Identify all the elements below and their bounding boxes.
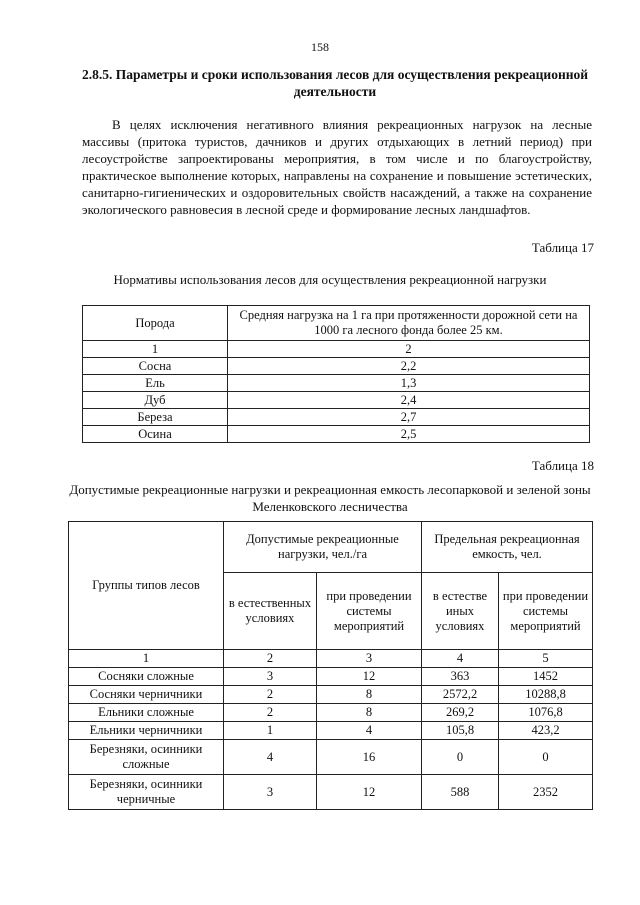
- table-cell: Ельники сложные: [69, 704, 224, 722]
- sub-header-cell: в естестве иных условиях: [422, 573, 499, 650]
- table-cell: 0: [499, 740, 593, 775]
- table-cell: Березняки, осинники сложные: [69, 740, 224, 775]
- table-cell: 1: [69, 650, 224, 668]
- table-cell: 1076,8: [499, 704, 593, 722]
- recreation-capacity-table: [68, 521, 593, 810]
- table-cell: 1: [224, 722, 317, 740]
- table-row: [69, 722, 593, 740]
- table-cell: 8: [317, 704, 422, 722]
- table-cell: 2: [228, 341, 590, 358]
- table-cell: 1452: [499, 668, 593, 686]
- table17-caption: Нормативы использования лесов для осуществления рекреационной нагрузки: [113, 272, 547, 287]
- table-cell: Ельники черничники: [69, 722, 224, 740]
- table-cell: 3: [317, 650, 422, 668]
- table-cell: 12: [317, 775, 422, 810]
- table-row: [69, 775, 593, 810]
- table-cell: 105,8: [422, 722, 499, 740]
- table17-label: Таблица 17: [531, 240, 594, 255]
- table-cell: Ель: [83, 375, 228, 392]
- table-cell: 10288,8: [499, 686, 593, 704]
- table-row: [69, 740, 593, 775]
- table-cell: 5: [499, 650, 593, 668]
- table-cell: 2,5: [228, 426, 590, 443]
- table-row: [69, 704, 593, 722]
- table-cell: 0: [422, 740, 499, 775]
- table-cell: 4: [422, 650, 499, 668]
- table-row: [83, 426, 590, 443]
- table-cell: 1,3: [228, 375, 590, 392]
- table-row: [69, 668, 593, 686]
- numbering-row: [83, 341, 590, 358]
- table-cell: 3: [224, 775, 317, 810]
- table-cell: 1: [83, 341, 228, 358]
- table-cell: Дуб: [83, 392, 228, 409]
- table-cell: 588: [422, 775, 499, 810]
- table-cell: 8: [317, 686, 422, 704]
- table-cell: Осина: [83, 426, 228, 443]
- intro-paragraph: В целях исключения негативного влияния рекреационных нагрузок на лесные массивы (притока туристов, дачников и других отдыхающих в летний период) при лесоустройстве запроектированы мероприятия, в том числе и по благоустройству, практическое выполнение которых, направлены на сохранение и повышение эстетических, санитарно-гигиенических и оздоровительных свойств насаждений, а также на сохранение экологического равновесия в лесной среде и формирование лесных ландшафтов.: [82, 117, 592, 217]
- table-cell: 12: [317, 668, 422, 686]
- table18-label: Таблица 18: [531, 458, 594, 473]
- table-cell: 2: [224, 704, 317, 722]
- table-row: [69, 686, 593, 704]
- table-cell: 2,2: [228, 358, 590, 375]
- header-cell: Предельная рекреационная емкость, чел.: [422, 522, 593, 573]
- table-cell: 2572,2: [422, 686, 499, 704]
- norms-table: [82, 305, 590, 443]
- header-cell: Группы типов лесов: [69, 522, 224, 650]
- table-row: [83, 392, 590, 409]
- section-title: 2.8.5. Параметры и сроки использования лесов для осуществления рекреационной деятельности: [81, 67, 589, 99]
- table-cell: Березняки, осинники черничные: [69, 775, 224, 810]
- header-cell: Порода: [83, 306, 228, 341]
- table-cell: 4: [224, 740, 317, 775]
- table-cell: 2,7: [228, 409, 590, 426]
- table-row: [83, 358, 590, 375]
- sub-header-cell: при проведении системы мероприятий: [499, 573, 593, 650]
- page-number: 158: [311, 40, 329, 54]
- sub-header-cell: в естественных условиях: [224, 573, 317, 650]
- table-cell: 269,2: [422, 704, 499, 722]
- header-cell: Средняя нагрузка на 1 га при протяженности дорожной сети на 1000 га лесного фонда более 25 км.: [228, 306, 590, 341]
- table-cell: 2: [224, 686, 317, 704]
- header-cell: Допустимые рекреационные нагрузки, чел./га: [224, 522, 422, 573]
- table-cell: 4: [317, 722, 422, 740]
- table-cell: Сосняки черничники: [69, 686, 224, 704]
- table-row: [83, 409, 590, 426]
- table-cell: 363: [422, 668, 499, 686]
- table-cell: Береза: [83, 409, 228, 426]
- table-cell: Сосна: [83, 358, 228, 375]
- table-cell: 16: [317, 740, 422, 775]
- table-row: [83, 375, 590, 392]
- table-cell: 423,2: [499, 722, 593, 740]
- table-cell: 3: [224, 668, 317, 686]
- table18-caption: Допустимые рекреационные нагрузки и рекреационная емкость лесопарковой и зеленой зоны Меленковского лесничества: [69, 482, 591, 514]
- table-cell: Сосняки сложные: [69, 668, 224, 686]
- table-cell: 2352: [499, 775, 593, 810]
- table-cell: 2: [224, 650, 317, 668]
- numbering-row: [69, 650, 593, 668]
- sub-header-cell: при проведении системы мероприятий: [317, 573, 422, 650]
- table-cell: 2,4: [228, 392, 590, 409]
